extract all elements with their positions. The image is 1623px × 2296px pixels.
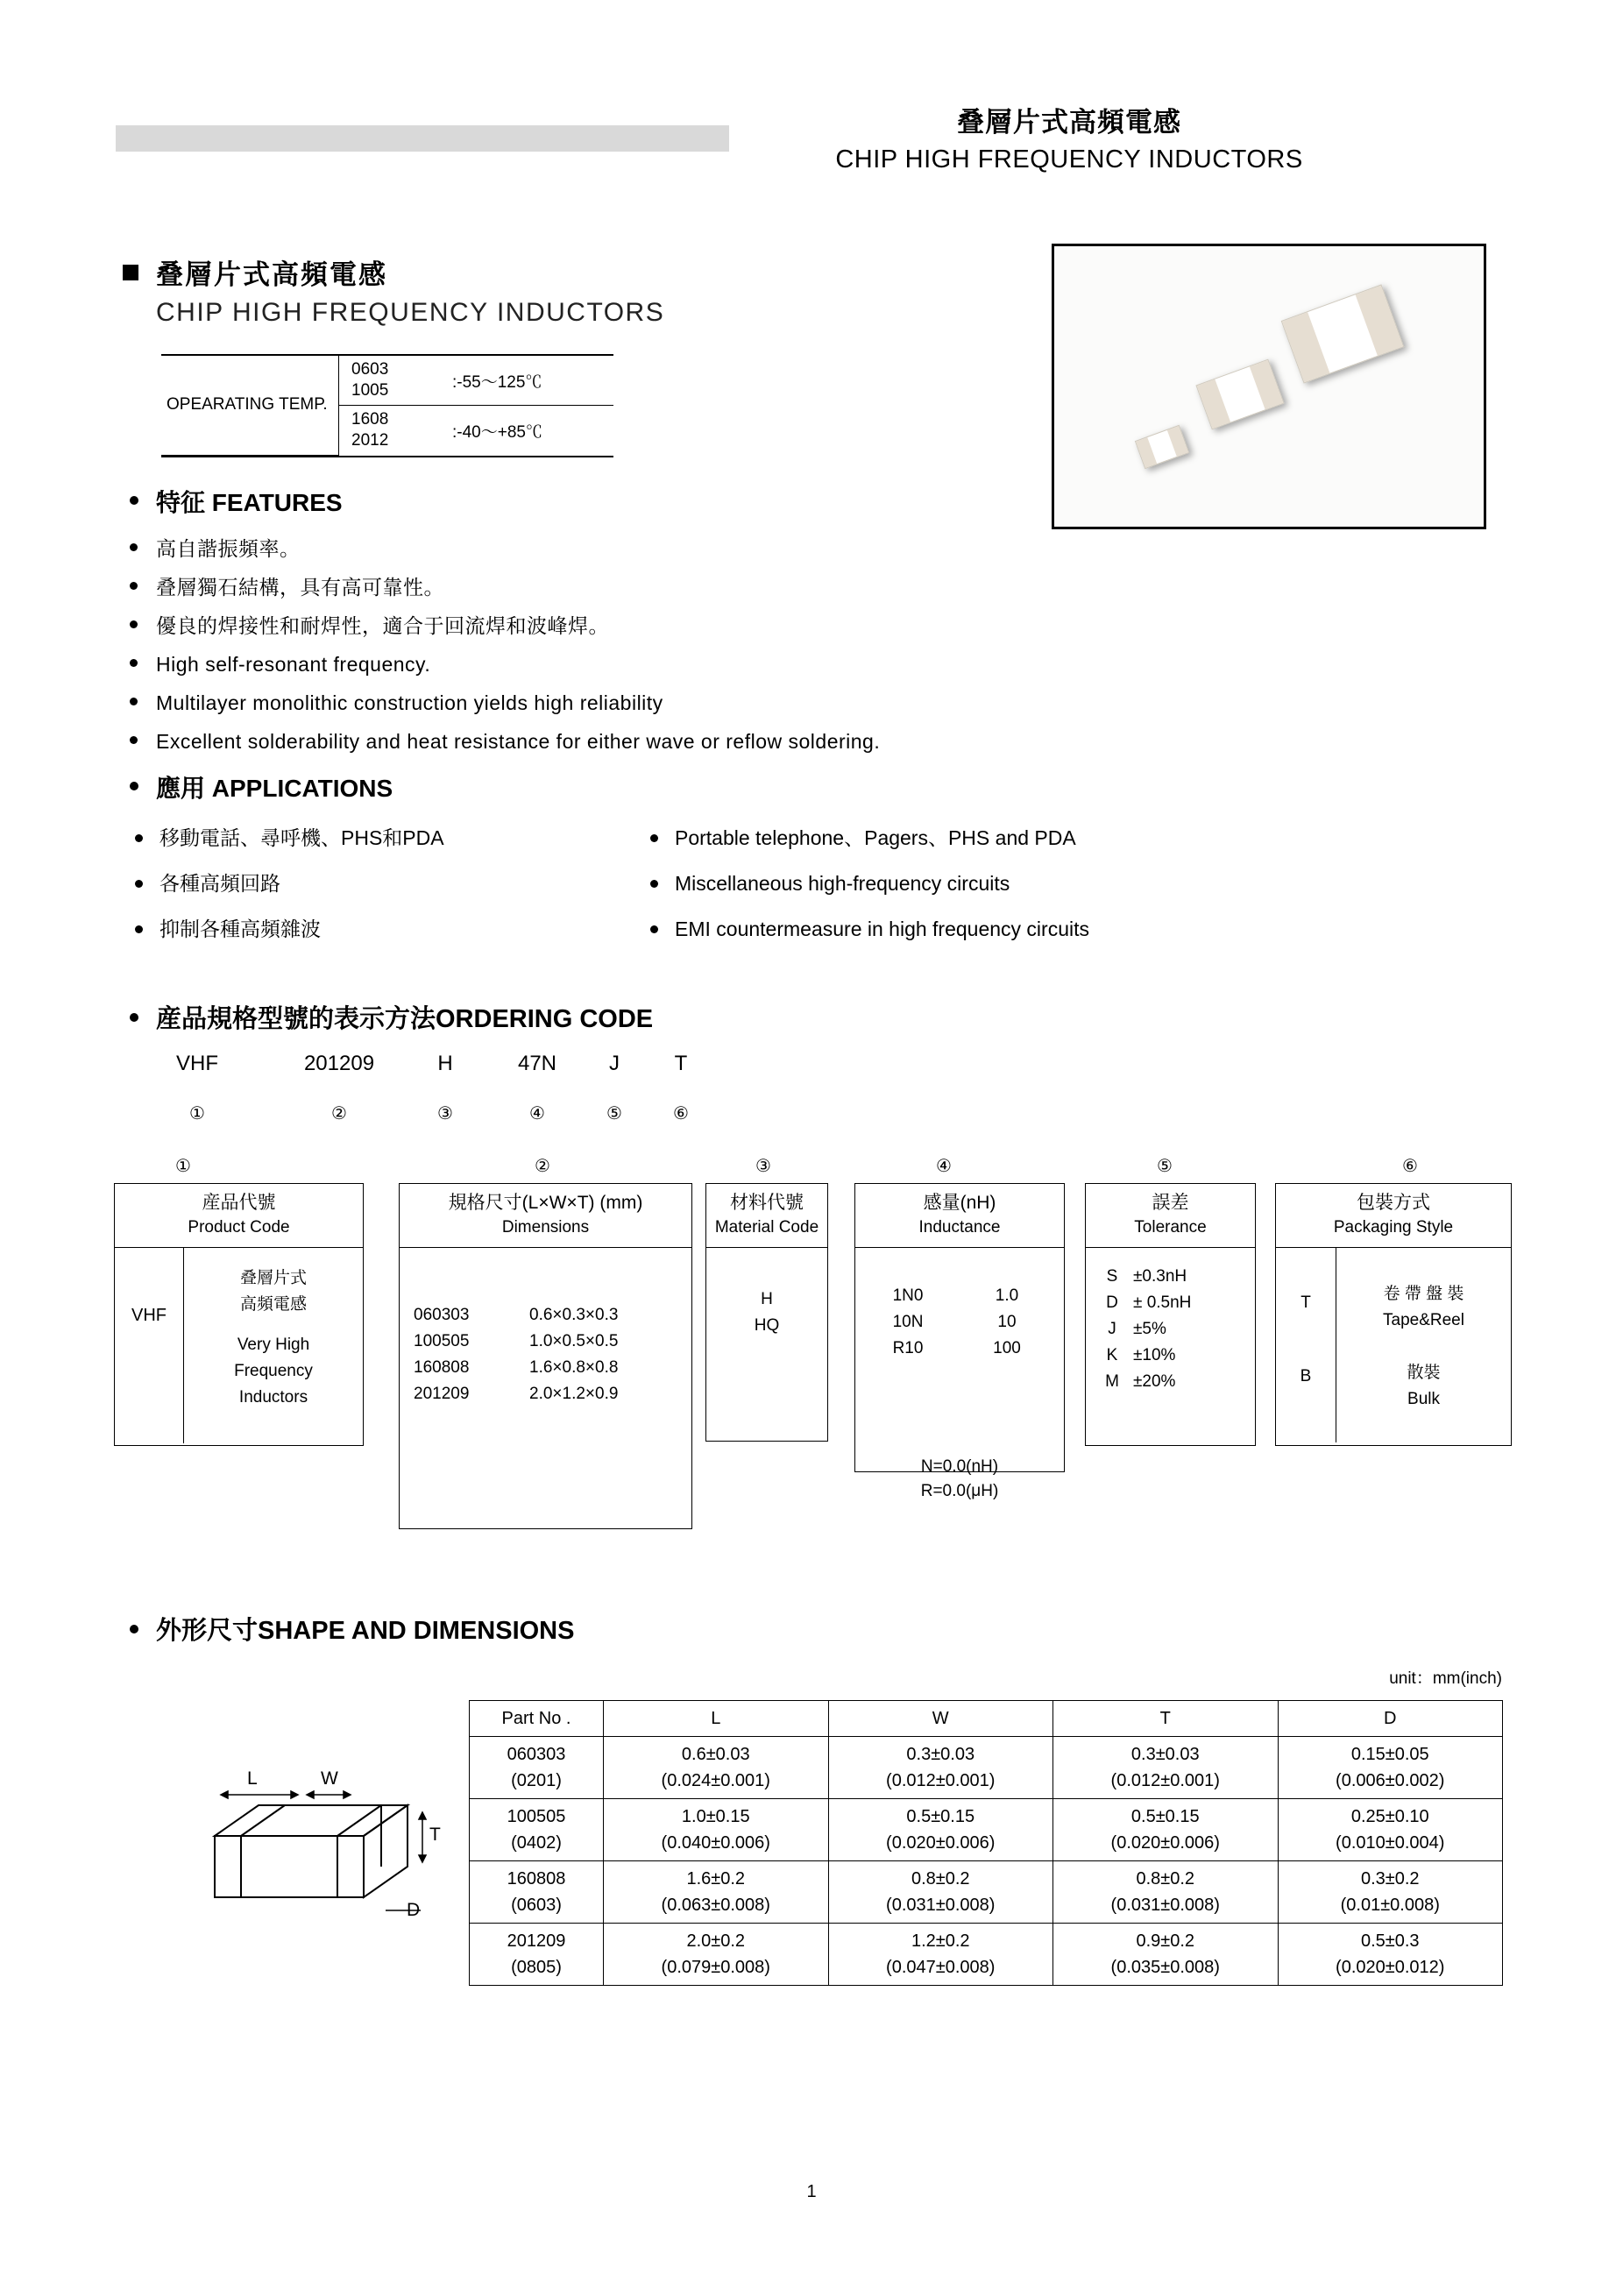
- cell-W-inch: (0.012±0.001): [828, 1768, 1053, 1799]
- operating-temp-value-1: :-55～125℃: [449, 356, 613, 406]
- table-row: [470, 1861, 1503, 1893]
- list-item: [159, 861, 633, 906]
- box-header-en: Tolerance: [1134, 1218, 1207, 1237]
- cell-T: 0.3±0.03: [1053, 1737, 1279, 1768]
- page-header: [0, 105, 1623, 202]
- bullet-icon: [130, 543, 138, 551]
- dim-value: 1.6×0.8×0.8: [529, 1358, 619, 1377]
- product-code-desc-cn-2: 高頻電感: [239, 1295, 307, 1314]
- tolerance-code: K: [1106, 1346, 1118, 1364]
- cell-W: 1.2±0.2: [828, 1924, 1053, 1955]
- cell-W: 0.5±0.15: [828, 1799, 1053, 1831]
- cell-T-inch: (0.012±0.001): [1053, 1768, 1279, 1799]
- code-segment-5: J: [609, 1052, 620, 1075]
- chip-image-small: [1135, 425, 1189, 469]
- dim-value: 2.0×1.2×0.9: [529, 1385, 619, 1403]
- bullet-icon: [650, 925, 658, 933]
- packaging-en-1: Tape&Reel: [1383, 1311, 1464, 1329]
- inductance-code: R10: [892, 1339, 924, 1357]
- list-item: [675, 815, 1341, 861]
- cell-part-no-inch: (0402): [470, 1830, 604, 1861]
- box-header-cn: 産品代號: [202, 1193, 276, 1213]
- list-item: [156, 684, 1032, 722]
- list-item: [159, 906, 633, 952]
- box-header: [400, 1184, 691, 1248]
- header-title-en: CHIP HIGH FREQUENCY INDUCTORS: [835, 145, 1303, 174]
- packaging-en-2: Bulk: [1407, 1390, 1440, 1408]
- section-title-en: CHIP HIGH FREQUENCY INDUCTORS: [156, 298, 665, 327]
- product-photo: [1052, 244, 1486, 529]
- cell-W-inch: (0.047±0.008): [828, 1954, 1053, 1986]
- box-header-cn: 材料代號: [730, 1193, 804, 1213]
- size-code: 2012: [351, 431, 389, 450]
- bullet-icon: [650, 880, 658, 888]
- box-header-cn: 規格尺寸(L×W×T) (mm): [448, 1193, 643, 1213]
- bullet-icon: [130, 659, 138, 667]
- tolerance-value: ±20%: [1133, 1372, 1176, 1391]
- cell-W-inch: (0.020±0.006): [828, 1830, 1053, 1861]
- feature-text: High self-resonant frequency.: [156, 653, 431, 676]
- cell-W: 0.8±0.2: [828, 1861, 1053, 1893]
- application-text: 各種高頻回路: [159, 872, 280, 895]
- box-header: [706, 1184, 827, 1248]
- cell-T-inch: (0.035±0.008): [1053, 1954, 1279, 1986]
- box-header-cn: 誤差: [1152, 1193, 1189, 1213]
- list-item: [156, 529, 1032, 568]
- applications-bullet-icon: [130, 782, 138, 790]
- box-number-2: ②: [535, 1157, 550, 1176]
- cell-L: 1.0±0.15: [604, 1799, 829, 1831]
- circled-number-4: ④: [529, 1104, 545, 1123]
- chip-endcap: [1136, 437, 1157, 468]
- table-row: [470, 1830, 1503, 1861]
- bullet-icon: [650, 834, 658, 842]
- size-code: 1608: [351, 410, 389, 429]
- ordering-box-product-code: [114, 1183, 364, 1446]
- table-header-row: [470, 1701, 1503, 1737]
- page-number: 1: [806, 2182, 817, 2201]
- ordering-box-packaging: [1275, 1183, 1512, 1446]
- cell-T-inch: (0.020±0.006): [1053, 1830, 1279, 1861]
- code-segment-1: VHF: [176, 1052, 218, 1075]
- ordering-box-material-code: [705, 1183, 828, 1442]
- feature-text: 高自諧振頻率。: [156, 537, 301, 560]
- feature-text: 叠層獨石結構，具有高可靠性。: [156, 576, 444, 599]
- cell-T-inch: (0.031±0.008): [1053, 1892, 1279, 1924]
- box-number-1: ①: [175, 1157, 191, 1176]
- list-item: [159, 815, 633, 861]
- cell-part-no: 100505: [470, 1799, 604, 1831]
- material-code: HQ: [754, 1316, 780, 1335]
- feature-text: Multilayer monolithic construction yields high reliability: [156, 691, 663, 714]
- size-code: 1005: [351, 381, 389, 400]
- product-code-desc-en-2: Frequency: [234, 1362, 313, 1380]
- dim-code: 060303: [414, 1306, 470, 1324]
- unit-note: unit：mm(inch): [1389, 1669, 1502, 1688]
- cell-D-inch: (0.020±0.012): [1278, 1954, 1503, 1986]
- operating-temp-label: OPEARATING TEMP.: [161, 356, 339, 455]
- table-row: [470, 1954, 1503, 1986]
- dim-code: 100505: [414, 1332, 470, 1350]
- table-row: [470, 1737, 1503, 1768]
- box-header-en: Product Code: [188, 1218, 290, 1237]
- product-code-desc-en-3: Inductors: [238, 1388, 308, 1407]
- col-header-L: L: [604, 1701, 829, 1737]
- box-number-5: ⑤: [1157, 1157, 1173, 1176]
- ordering-bullet-icon: [130, 1013, 138, 1022]
- cell-part-no-inch: (0201): [470, 1768, 604, 1799]
- cell-T: 0.5±0.15: [1053, 1799, 1279, 1831]
- cell-part-no: 060303: [470, 1737, 604, 1768]
- cell-W: 0.3±0.03: [828, 1737, 1053, 1768]
- cell-L-inch: (0.040±0.006): [604, 1830, 829, 1861]
- application-text: EMI countermeasure in high frequency circuits: [675, 918, 1089, 940]
- chip-endcap: [1167, 426, 1188, 457]
- code-segment-3: H: [437, 1052, 453, 1075]
- tolerance-value: ±5%: [1133, 1320, 1166, 1338]
- bullet-icon: [130, 698, 138, 705]
- col-header-W: W: [828, 1701, 1053, 1737]
- box-header-en: Material Code: [714, 1218, 819, 1237]
- cell-L: 2.0±0.2: [604, 1924, 829, 1955]
- packaging-cn-2: 散裝: [1407, 1364, 1441, 1382]
- applications-list-en: [675, 815, 1341, 952]
- tolerance-code: M: [1105, 1372, 1119, 1391]
- operating-temp-sizes-1: [339, 356, 450, 406]
- cell-T: 0.8±0.2: [1053, 1861, 1279, 1893]
- operating-temp-value-2: :-40～+85℃: [452, 422, 542, 442]
- cell-L: 1.6±0.2: [604, 1861, 829, 1893]
- ordering-code-row: [0, 1052, 1623, 1087]
- material-code: H: [761, 1290, 773, 1308]
- inductance-note-2: R=0.0(μH): [920, 1482, 999, 1500]
- cell-part-no: 160808: [470, 1861, 604, 1893]
- section-title-cn: 叠層片式高頻電感: [156, 259, 387, 290]
- header-gray-bar: [116, 125, 729, 152]
- application-text: Miscellaneous high-frequency circuits: [675, 872, 1010, 895]
- code-segment-2: 201209: [303, 1052, 375, 1075]
- box-header: [1276, 1184, 1511, 1248]
- circled-number-6: ⑥: [673, 1104, 689, 1123]
- chip-image-medium: [1195, 359, 1284, 430]
- table-row: [470, 1892, 1503, 1924]
- inductance-code: 1N0: [892, 1286, 924, 1305]
- component-drawing: [167, 1770, 447, 1972]
- tolerance-code: D: [1106, 1293, 1118, 1312]
- packaging-code-1: T: [1301, 1293, 1311, 1312]
- box-header: [855, 1184, 1064, 1248]
- square-bullet-icon: [123, 265, 138, 280]
- feature-text: Excellent solderability and heat resistance for either wave or reflow soldering.: [156, 730, 881, 753]
- circled-number-3: ③: [437, 1104, 453, 1123]
- ordering-box-dimensions: [399, 1183, 692, 1529]
- cell-L-inch: (0.024±0.001): [604, 1768, 829, 1799]
- packaging-cn-1: 卷 帶 盤 裝: [1383, 1285, 1464, 1303]
- product-code-desc-en-1: Very High: [237, 1336, 310, 1354]
- cell-part-no: 201209: [470, 1924, 604, 1955]
- header-title-group: [736, 105, 1402, 179]
- dim-value: 1.0×0.5×0.5: [529, 1332, 619, 1350]
- list-item: [156, 645, 1032, 684]
- features-bullet-icon: [130, 496, 138, 505]
- cell-D-inch: (0.006±0.002): [1278, 1768, 1503, 1799]
- tolerance-value: ±10%: [1133, 1346, 1176, 1364]
- cell-D: 0.25±0.10: [1278, 1799, 1503, 1831]
- cell-D: 0.15±0.05: [1278, 1737, 1503, 1768]
- box-number-4: ④: [936, 1157, 952, 1176]
- bullet-icon: [130, 620, 138, 628]
- box-number-6: ⑥: [1402, 1157, 1418, 1176]
- operating-temp-sizes-2: [339, 406, 450, 456]
- inductance-code: 10N: [892, 1313, 924, 1331]
- box-header-cn: 感量(nH): [923, 1193, 996, 1213]
- shape-bullet-icon: [130, 1625, 138, 1633]
- tolerance-code: J: [1108, 1320, 1116, 1338]
- bullet-icon: [135, 880, 143, 888]
- bullet-icon: [130, 736, 138, 744]
- chip-image-large: [1281, 284, 1405, 383]
- shape-heading: 外形尺寸SHAPE AND DIMENSIONS: [156, 1617, 575, 1645]
- list-item: [156, 722, 1032, 761]
- operating-temp-table: [161, 354, 613, 457]
- box-header-cn: 包裝方式: [1357, 1193, 1430, 1213]
- cell-D: 0.3±0.2: [1278, 1861, 1503, 1893]
- applications-list-cn: [159, 815, 633, 952]
- ordering-code-numbers: [0, 1102, 1623, 1137]
- cell-L: 0.6±0.03: [604, 1737, 829, 1768]
- bullet-icon: [130, 582, 138, 590]
- bullet-icon: [135, 925, 143, 933]
- ordering-box-inductance: [854, 1183, 1065, 1472]
- table-row: [470, 1768, 1503, 1799]
- application-text: 抑制各種高頻雜波: [159, 918, 321, 940]
- cell-D: 0.5±0.3: [1278, 1924, 1503, 1955]
- table-row: [470, 1924, 1503, 1955]
- box-header: [1086, 1184, 1255, 1248]
- ordering-box-tolerance: [1085, 1183, 1256, 1446]
- cell-D-inch: (0.010±0.004): [1278, 1830, 1503, 1861]
- col-header-part-no: Part No .: [470, 1701, 604, 1737]
- drawing-label-T: T: [429, 1825, 441, 1845]
- bullet-icon: [135, 834, 143, 842]
- feature-text: 優良的焊接性和耐焊性，適合于回流焊和波峰焊。: [156, 614, 609, 637]
- col-header-D: D: [1278, 1701, 1503, 1737]
- chip-endcap: [1355, 286, 1403, 356]
- chip-endcap: [1282, 312, 1330, 382]
- inductance-value: 100: [993, 1339, 1021, 1357]
- inductance-value: 1.0: [995, 1286, 1019, 1305]
- application-text: 移動電話、尋呼機、PHS和PDA: [159, 826, 444, 849]
- product-code-desc-cn-1: 叠層片式: [239, 1269, 307, 1287]
- circled-number-2: ②: [331, 1104, 347, 1123]
- box-header-en: Inductance: [918, 1218, 1001, 1237]
- cell-L-inch: (0.063±0.008): [604, 1892, 829, 1924]
- tolerance-code: S: [1106, 1267, 1118, 1286]
- header-title-cn: 叠層片式高頻電感: [957, 107, 1181, 138]
- size-code: 0603: [351, 360, 389, 379]
- box-header-en: Packaging Style: [1333, 1218, 1454, 1237]
- cell-D-inch: (0.01±0.008): [1278, 1892, 1503, 1924]
- col-header-T: T: [1053, 1701, 1279, 1737]
- packaging-code-2: B: [1300, 1367, 1312, 1385]
- circled-number-5: ⑤: [606, 1104, 622, 1123]
- dimensions-table: [469, 1700, 1503, 1986]
- cell-W-inch: (0.031±0.008): [828, 1892, 1053, 1924]
- tolerance-value: ± 0.5nH: [1133, 1293, 1192, 1312]
- table-row: [161, 356, 613, 406]
- application-text: Portable telephone、Pagers、PHS and PDA: [675, 826, 1076, 849]
- list-item: [675, 906, 1341, 952]
- drawing-label-L: L: [247, 1768, 258, 1789]
- circled-number-1: ①: [189, 1104, 205, 1123]
- features-heading: 特征 FEATURES: [156, 489, 343, 516]
- dim-value: 0.6×0.3×0.3: [529, 1306, 619, 1324]
- chip-endcap: [1250, 360, 1284, 410]
- code-segment-6: T: [674, 1052, 688, 1075]
- drawing-label-D: D: [407, 1900, 421, 1920]
- inductance-note-1: N=0.0(nH): [920, 1457, 999, 1476]
- cell-part-no-inch: (0805): [470, 1954, 604, 1986]
- chip-endcap: [1197, 379, 1231, 429]
- list-item: [675, 861, 1341, 906]
- ordering-heading: 産品規格型號的表示方法ORDERING CODE: [156, 1005, 654, 1033]
- box-header: [115, 1184, 363, 1248]
- cell-T: 0.9±0.2: [1053, 1924, 1279, 1955]
- dim-code: 160808: [414, 1358, 470, 1377]
- inductance-value: 10: [997, 1313, 1017, 1331]
- cell-part-no-inch: (0603): [470, 1892, 604, 1924]
- list-item: [156, 606, 1032, 645]
- table-row: [470, 1799, 1503, 1831]
- section-title-row: [123, 252, 387, 292]
- code-segment-4: 47N: [517, 1052, 557, 1075]
- cell-L-inch: (0.079±0.008): [604, 1954, 829, 1986]
- product-code-value: VHF: [115, 1248, 184, 1443]
- box-number-3: ③: [755, 1157, 771, 1176]
- inductance-notes: [868, 1455, 1052, 1504]
- dim-code: 201209: [414, 1385, 470, 1403]
- box-header-en: Dimensions: [501, 1218, 590, 1237]
- tolerance-value: ±0.3nH: [1133, 1267, 1187, 1286]
- applications-heading: 應用 APPLICATIONS: [156, 775, 393, 802]
- features-list: [156, 529, 1032, 761]
- drawing-label-W: W: [321, 1768, 338, 1789]
- list-item: [156, 568, 1032, 606]
